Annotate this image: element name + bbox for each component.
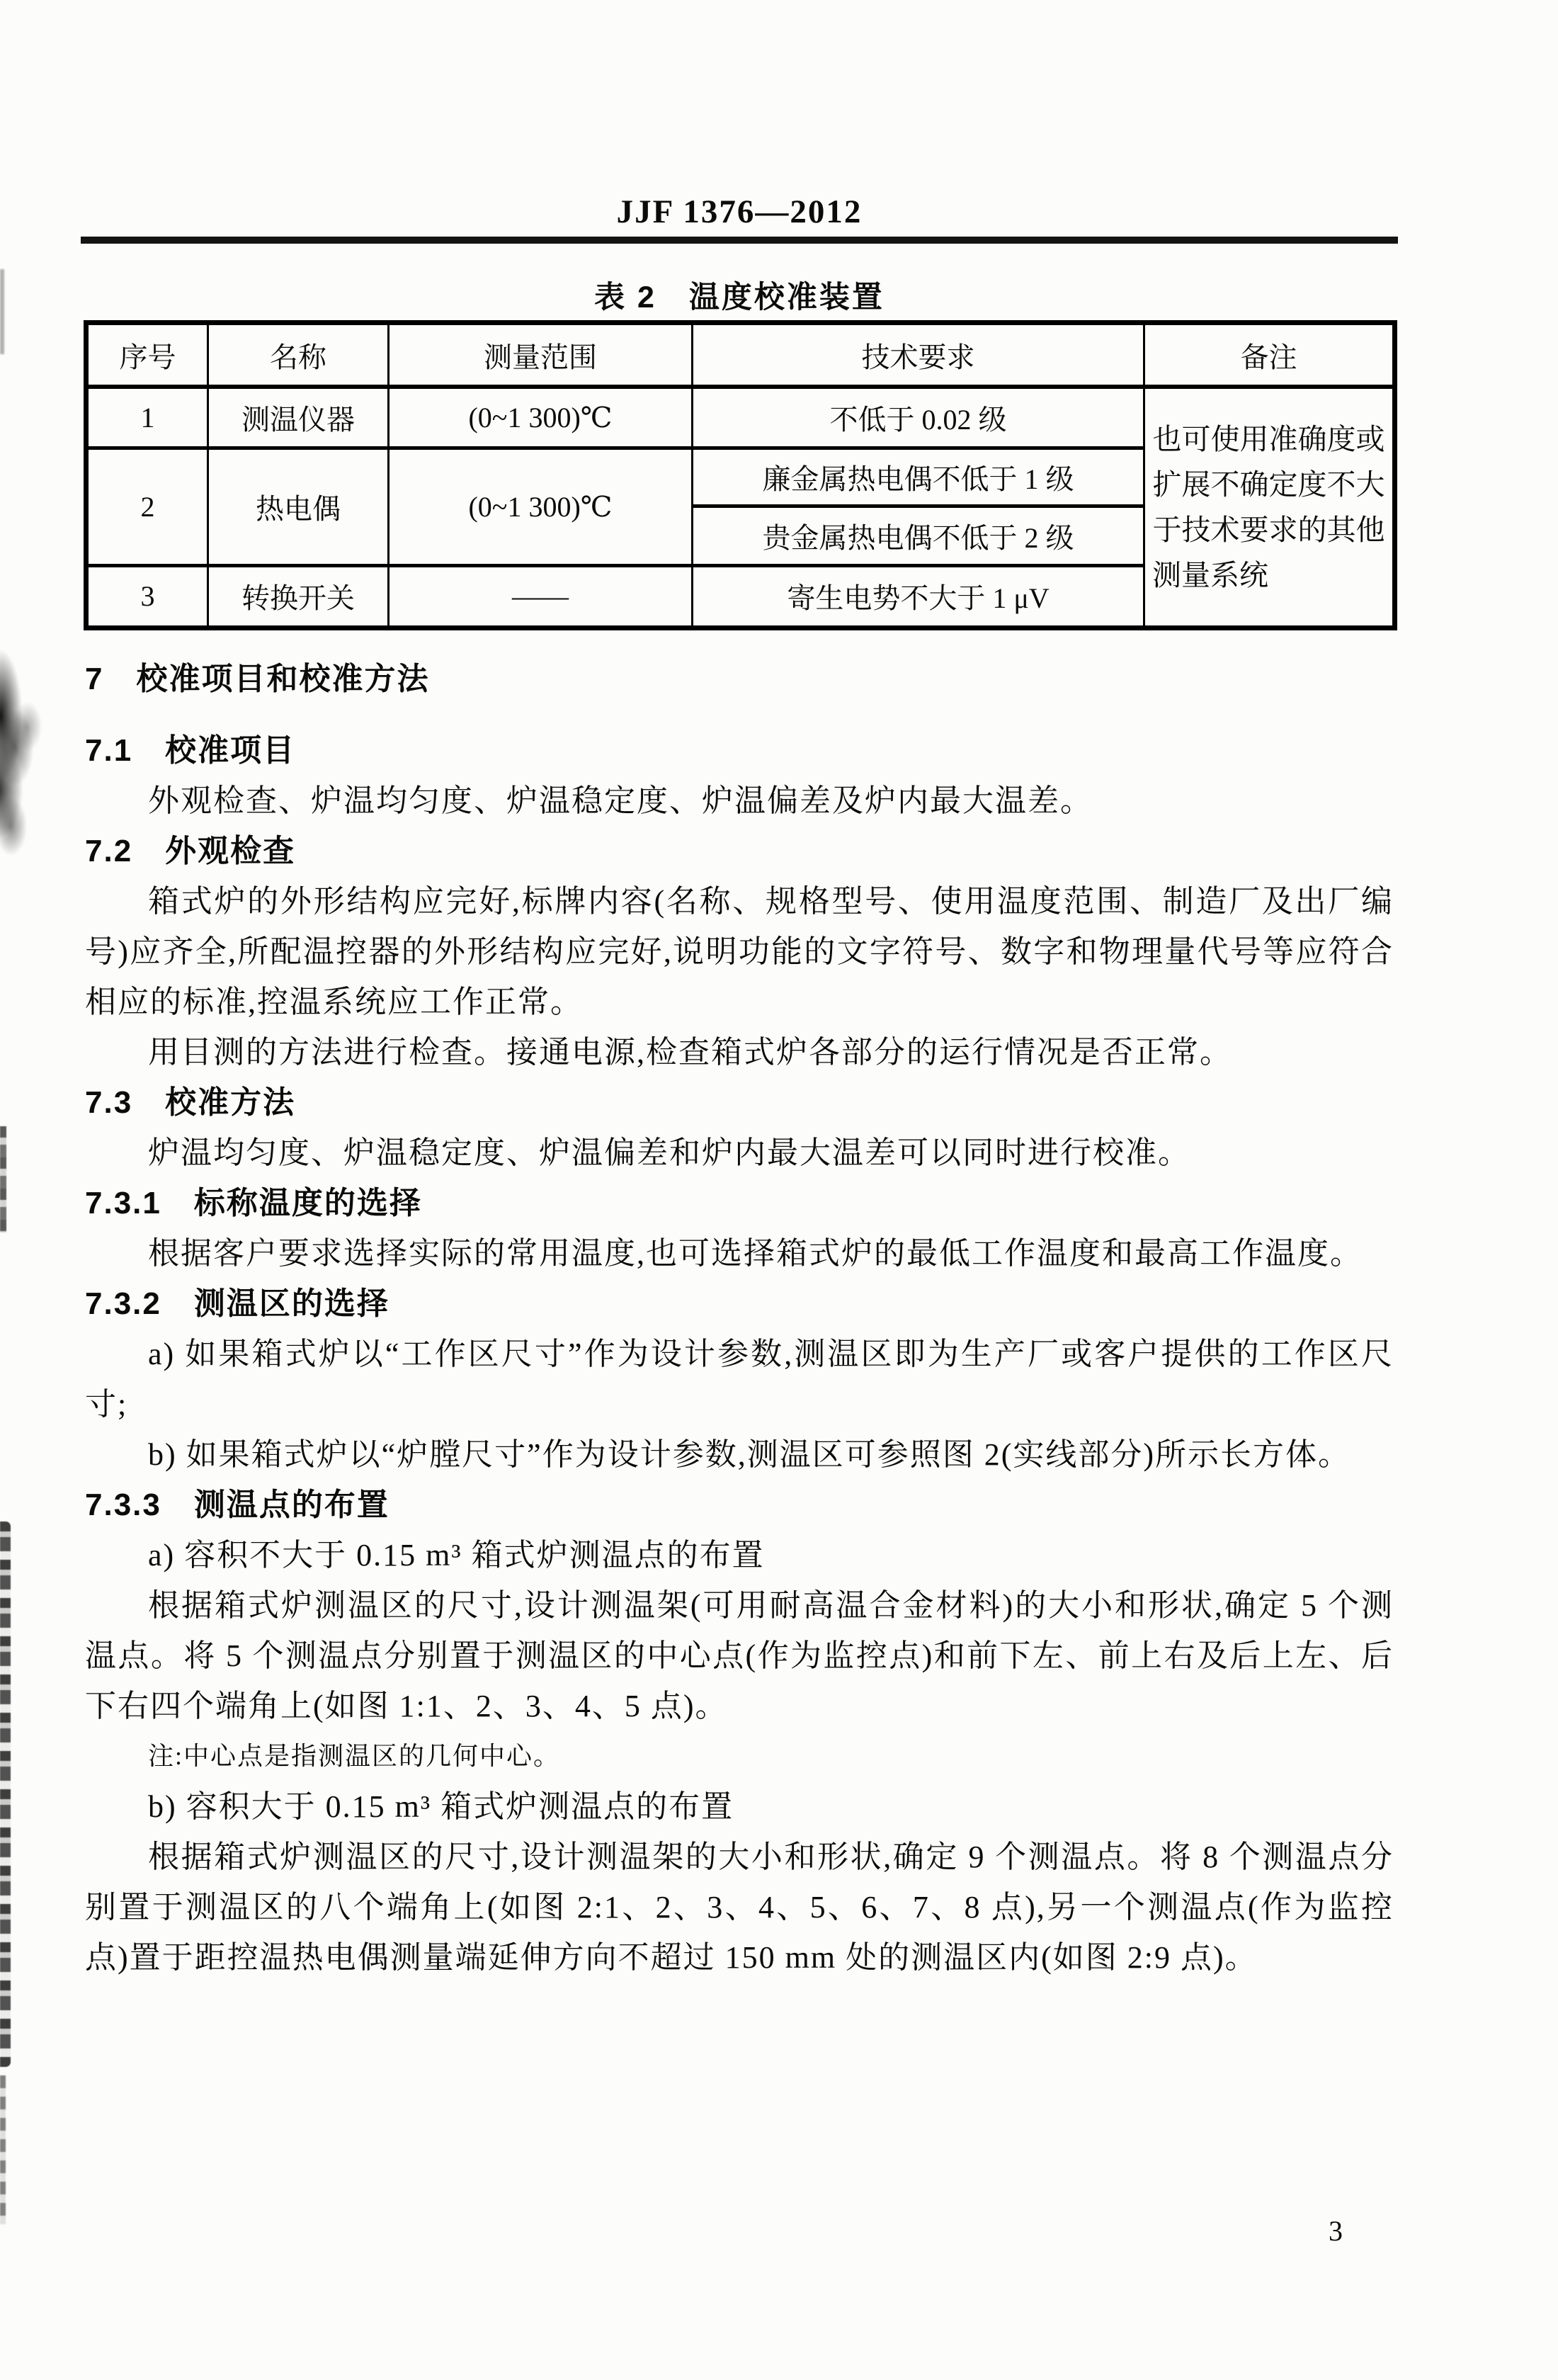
heading-7-3-1: 7.3.1 标称温度的选择 [85, 1186, 422, 1220]
row3-range: —— [389, 565, 693, 628]
row3-name: 转换开关 [208, 565, 389, 628]
col-header-range: 测量范围 [389, 323, 693, 387]
item-7-3-2-a: a) 如果箱式炉以“工作区尺寸”作为设计参数,测温区即为生产厂或客户提供的工作区尺寸; [85, 1337, 1394, 1422]
row3-requirement: 寄生电势不大于 1 μV [693, 565, 1144, 628]
paragraph-7-2-1: 箱式炉的外形结构应完好,标牌内容(名称、规格型号、使用温度范围、制造厂及出厂编号)应齐全,所配温控器的外形结构应完好,说明功能的文字符号、数字和物理量代号等应符合相应的标准,控温系统应工作正常。 [85, 884, 1394, 1019]
heading-7-1: 7.1 校准项目 [85, 733, 296, 768]
page-number: 3 [1329, 2215, 1343, 2247]
paragraph-7-3-3-a: 根据箱式炉测温区的尺寸,设计测温架(可用耐高温合金材料)的大小和形状,确定 5 个测温点。将 5 个测温点分别置于测温区的中心点(作为监控点)和前下左、前上右及后上左、后下右四个端角上(如图 1:1、2、3、4、5 点)。 [85, 1588, 1394, 1723]
item-7-3-3-b: b) 容积大于 0.15 m³ 箱式炉测温点的布置 [148, 1789, 734, 1824]
paragraph-7-2-2: 用目测的方法进行检查。接通电源,检查箱式炉各部分的运行情况是否正常。 [148, 1035, 1232, 1070]
scan-streak-mid [0, 1126, 6, 1232]
row2-requirement-base-metal: 廉金属热电偶不低于 1 级 [693, 448, 1144, 506]
paragraph-7-3: 炉温均匀度、炉温稳定度、炉温偏差和炉内最大温差可以同时进行校准。 [148, 1135, 1190, 1170]
paragraph-7-1: 外观检查、炉温均匀度、炉温稳定度、炉温偏差及炉内最大温差。 [148, 783, 1093, 818]
item-7-3-3-a: a) 容积不大于 0.15 m³ 箱式炉测温点的布置 [148, 1538, 765, 1572]
row2-name: 热电偶 [208, 448, 389, 565]
scan-ink-blob [0, 638, 69, 900]
row1-requirement: 不低于 0.02 级 [693, 387, 1144, 448]
row2-number: 2 [86, 448, 208, 565]
item-7-3-2-b: b) 如果箱式炉以“炉膛尺寸”作为设计参数,测温区可参照图 2(实线部分)所示长方体。 [148, 1437, 1351, 1472]
table-caption: 表 2 温度校准装置 [594, 280, 885, 314]
heading-7-2: 7.2 外观检查 [85, 834, 296, 868]
note-center-point: 注:中心点是指测温区的几何中心。 [148, 1742, 561, 1770]
row1-number: 1 [86, 387, 208, 448]
col-header-name: 名称 [208, 323, 389, 387]
scan-speck-top [0, 269, 4, 354]
paragraph-7-3-3-b: 根据箱式炉测温区的尺寸,设计测温架的大小和形状,确定 9 个测温点。将 8 个测温点分别置于测温区的八个端角上(如图 2:1、2、3、4、5、6、7、8 点),另一个测温点(作为监控点)置于距控温热电偶测量端延伸方向不超过 150 mm 处的测温区内(如图 2:9 点)。 [85, 1840, 1394, 1975]
heading-7: 7 校准项目和校准方法 [85, 662, 430, 696]
header-rule [81, 237, 1398, 244]
clause-7-content [85, 654, 1394, 1983]
col-header-requirement: 技术要求 [693, 323, 1144, 387]
row1-range: (0~1 300)℃ [389, 387, 693, 448]
scan-streak-low [0, 1522, 11, 2067]
heading-7-3-2: 7.3.2 测温区的选择 [85, 1286, 390, 1321]
scan-streak-bottom [0, 2075, 6, 2224]
paragraph-7-3-1: 根据客户要求选择实际的常用温度,也可选择箱式炉的最低工作温度和最高工作温度。 [148, 1236, 1363, 1271]
document-code-header: JJF 1376—2012 [616, 193, 863, 230]
row1-name: 测温仪器 [208, 387, 389, 448]
col-header-number: 序号 [86, 323, 208, 387]
heading-7-3-3: 7.3.3 测温点的布置 [85, 1488, 390, 1522]
row3-number: 3 [86, 565, 208, 628]
temperature-calibration-equipment-table [84, 320, 1397, 630]
table-header-row [86, 323, 1395, 387]
heading-7-3: 7.3 校准方法 [85, 1085, 296, 1120]
remark-cell: 也可使用准确度或扩展不确定度不大于技术要求的其他测量系统 [1144, 387, 1395, 628]
table-row [86, 387, 1395, 448]
row2-range: (0~1 300)℃ [389, 448, 693, 565]
col-header-remark: 备注 [1144, 323, 1395, 387]
row2-requirement-noble-metal: 贵金属热电偶不低于 2 级 [693, 506, 1144, 565]
